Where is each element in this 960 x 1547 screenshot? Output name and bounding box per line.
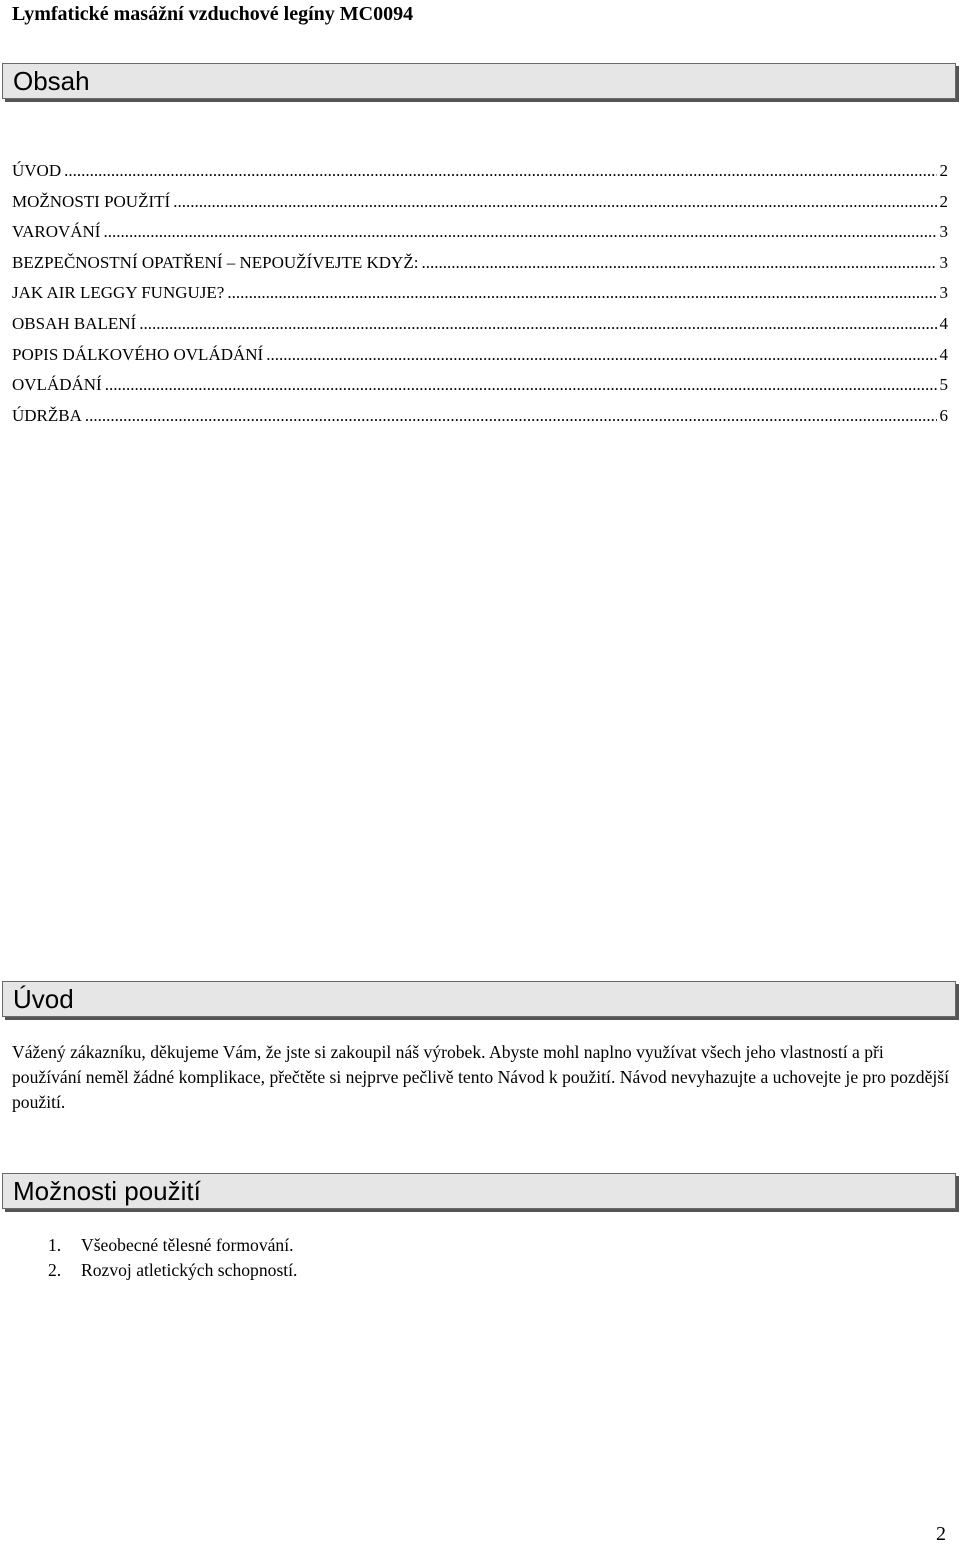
toc-leader [227, 278, 936, 309]
toc-leader [421, 248, 936, 279]
toc-leader [266, 340, 936, 371]
toc-entry[interactable] [12, 340, 948, 371]
toc-entry-label: ÚVOD [12, 161, 62, 180]
document-title: Lymfatické masážní vzduchové legíny MC0094 [12, 3, 414, 25]
toc-leader [139, 309, 936, 340]
list-item-number: 1. [48, 1235, 62, 1255]
toc-leader [173, 187, 936, 218]
toc-entry[interactable] [12, 217, 948, 248]
intro-heading: Úvod [2, 981, 956, 1017]
toc-entry-label: OBSAH BALENÍ [12, 313, 137, 333]
page-number: 2 [936, 1523, 946, 1545]
list-item-text: Všeobecné tělesné formování. [81, 1235, 294, 1255]
intro-paragraph: Vážený zákazníku, děkujeme Vám, že jste si zakoupil náš výrobek. Abyste mohl naplno využívat všech jeho vlastností a při používání neměl žádné komplikace, přečtěte si nejprve pečlivě tento Návod k použití. Návod nevyhazujte a uchovejte je pro pozdější použití. [12, 1042, 950, 1112]
toc-entry-label: ÚDRŽBA [12, 405, 82, 425]
list-item-text: Rozvoj atletických schopností. [81, 1260, 298, 1280]
toc-entry[interactable] [12, 401, 948, 432]
toc-entry-page: 3 [939, 283, 948, 303]
toc-entry-label: VAROVÁNÍ [12, 222, 101, 242]
list-item [48, 1233, 297, 1258]
toc-entry[interactable] [12, 156, 948, 187]
toc-entry[interactable] [12, 370, 948, 401]
toc-entry[interactable] [12, 309, 948, 340]
toc-entry-page: 4 [939, 344, 948, 364]
toc-entry-page: 3 [939, 252, 948, 272]
toc-entry-page: 2 [939, 161, 948, 180]
toc-entry-page: 5 [939, 375, 948, 395]
toc-leader [105, 370, 937, 401]
toc-entry-page: 3 [939, 222, 948, 242]
toc-entry[interactable] [12, 187, 948, 218]
toc-entry-page: 6 [939, 405, 948, 425]
toc-entry[interactable] [12, 248, 948, 279]
toc-leader [85, 401, 937, 432]
toc-entry-label: OVLÁDÁNÍ [12, 375, 102, 395]
uses-list [48, 1233, 297, 1283]
toc-heading: Obsah [2, 63, 956, 99]
toc-entry-label: BEZPEČNOSTNÍ OPATŘENÍ – NEPOUŽÍVEJTE KDYŽ: [12, 252, 419, 272]
toc-entry-label: POPIS DÁLKOVÉHO OVLÁDÁNÍ [12, 344, 264, 364]
toc-leader [103, 217, 936, 248]
toc-entry-page: 4 [939, 313, 948, 333]
toc-entry-page: 2 [939, 191, 948, 211]
toc-entry-label: MOŽNOSTI POUŽITÍ [12, 191, 171, 211]
list-item-number: 2. [48, 1260, 62, 1280]
toc-entry[interactable] [12, 278, 948, 309]
uses-heading: Možnosti použití [2, 1173, 956, 1209]
toc-entry-label: JAK AIR LEGGY FUNGUJE? [12, 283, 225, 303]
table-of-contents [12, 156, 948, 431]
toc-leader [64, 156, 936, 187]
list-item [48, 1258, 297, 1283]
